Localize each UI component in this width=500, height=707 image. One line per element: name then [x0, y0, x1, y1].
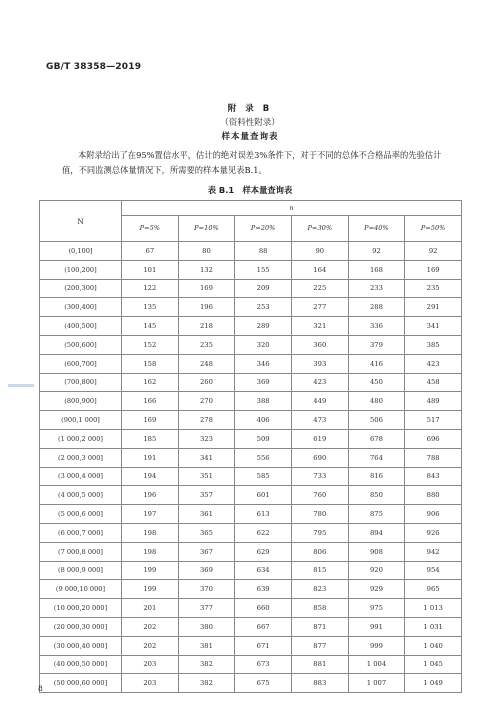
value-cell: 473 [291, 411, 348, 430]
column-header: P=40% [348, 215, 405, 241]
value-cell: 858 [291, 599, 348, 618]
value-cell: 942 [405, 542, 462, 561]
value-cell: 671 [235, 636, 292, 655]
table-row [40, 561, 462, 580]
value-cell: 764 [348, 448, 405, 467]
value-cell: 341 [178, 448, 235, 467]
value-cell: 370 [178, 580, 235, 599]
range-cell: (0,100] [40, 242, 122, 261]
value-cell: 155 [235, 260, 292, 279]
value-cell: 253 [235, 298, 292, 317]
value-cell: 733 [291, 467, 348, 486]
table-row [40, 617, 462, 636]
value-cell: 377 [178, 599, 235, 618]
range-cell: (40 000,50 000] [40, 655, 122, 674]
table-row [40, 317, 462, 336]
range-cell: (9 000,10 000] [40, 580, 122, 599]
appendix-type: （资料性附录） [220, 118, 280, 128]
value-cell: 406 [235, 411, 292, 430]
value-cell: 678 [348, 429, 405, 448]
value-cell: 360 [291, 335, 348, 354]
value-cell: 288 [348, 298, 405, 317]
value-cell: 816 [348, 467, 405, 486]
value-cell: 202 [122, 617, 179, 636]
range-cell: (500,600] [40, 335, 122, 354]
value-cell: 278 [178, 411, 235, 430]
range-cell: (100,200] [40, 260, 122, 279]
value-cell: 1 004 [348, 655, 405, 674]
value-cell: 458 [405, 373, 462, 392]
table-row [40, 655, 462, 674]
column-header: P=5% [122, 215, 179, 241]
value-cell: 613 [235, 505, 292, 524]
value-cell: 199 [122, 561, 179, 580]
value-cell: 203 [122, 674, 179, 693]
value-cell: 423 [291, 373, 348, 392]
column-header: P=10% [178, 215, 235, 241]
value-cell: 850 [348, 486, 405, 505]
range-cell: (600,700] [40, 354, 122, 373]
value-cell: 450 [348, 373, 405, 392]
value-cell: 385 [405, 335, 462, 354]
value-cell: 965 [405, 580, 462, 599]
value-cell: 875 [348, 505, 405, 524]
value-cell: 760 [291, 486, 348, 505]
table-row [40, 486, 462, 505]
value-cell: 194 [122, 467, 179, 486]
value-cell: 365 [178, 523, 235, 542]
value-cell: 369 [235, 373, 292, 392]
value-cell: 248 [178, 354, 235, 373]
value-cell: 929 [348, 580, 405, 599]
table-row [40, 429, 462, 448]
value-cell: 209 [235, 279, 292, 298]
value-cell: 162 [122, 373, 179, 392]
value-cell: 906 [405, 505, 462, 524]
value-cell: 954 [405, 561, 462, 580]
range-cell: (300,400] [40, 298, 122, 317]
value-cell: 367 [178, 542, 235, 561]
value-cell: 1 031 [405, 617, 462, 636]
value-cell: 416 [348, 354, 405, 373]
value-cell: 235 [178, 335, 235, 354]
value-cell: 198 [122, 523, 179, 542]
value-cell: 92 [405, 242, 462, 261]
value-cell: 517 [405, 411, 462, 430]
value-cell: 690 [291, 448, 348, 467]
range-cell: (1 000,2 000] [40, 429, 122, 448]
value-cell: 168 [348, 260, 405, 279]
value-cell: 191 [122, 448, 179, 467]
range-cell: (4 000,5 000] [40, 486, 122, 505]
value-cell: 218 [178, 317, 235, 336]
value-cell: 289 [235, 317, 292, 336]
value-cell: 556 [235, 448, 292, 467]
value-cell: 883 [291, 674, 348, 693]
table-row [40, 354, 462, 373]
range-cell: (10 000,20 000] [40, 599, 122, 618]
range-cell: (900,1 000] [40, 411, 122, 430]
value-cell: 198 [122, 542, 179, 561]
value-cell: 920 [348, 561, 405, 580]
group-header-n: n [122, 201, 462, 216]
value-cell: 673 [235, 655, 292, 674]
value-cell: 489 [405, 392, 462, 411]
value-cell: 90 [291, 242, 348, 261]
value-cell: 357 [178, 486, 235, 505]
column-header: P=20% [235, 215, 292, 241]
value-cell: 601 [235, 486, 292, 505]
value-cell: 270 [178, 392, 235, 411]
value-cell: 1 013 [405, 599, 462, 618]
sample-size-table [39, 200, 462, 693]
value-cell: 201 [122, 599, 179, 618]
value-cell: 667 [235, 617, 292, 636]
scan-artifact [8, 384, 34, 387]
value-cell: 1 045 [405, 655, 462, 674]
table-row [40, 335, 462, 354]
value-cell: 169 [122, 411, 179, 430]
value-cell: 233 [348, 279, 405, 298]
page-number: 8 [38, 684, 43, 693]
value-cell: 346 [235, 354, 292, 373]
table-row [40, 674, 462, 693]
value-cell: 795 [291, 523, 348, 542]
appendix-title: 附 录 B [227, 104, 273, 114]
value-cell: 67 [122, 242, 179, 261]
value-cell: 1 040 [405, 636, 462, 655]
value-cell: 975 [348, 599, 405, 618]
range-cell: (2 000,3 000] [40, 448, 122, 467]
value-cell: 341 [405, 317, 462, 336]
range-cell: (8 000,9 000] [40, 561, 122, 580]
value-cell: 619 [291, 429, 348, 448]
value-cell: 225 [291, 279, 348, 298]
value-cell: 877 [291, 636, 348, 655]
value-cell: 323 [178, 429, 235, 448]
table-body [40, 242, 462, 693]
table-row [40, 411, 462, 430]
value-cell: 88 [235, 242, 292, 261]
value-cell: 908 [348, 542, 405, 561]
value-cell: 145 [122, 317, 179, 336]
value-cell: 449 [291, 392, 348, 411]
value-cell: 369 [178, 561, 235, 580]
value-cell: 660 [235, 599, 292, 618]
value-cell: 152 [122, 335, 179, 354]
value-cell: 382 [178, 655, 235, 674]
value-cell: 122 [122, 279, 179, 298]
value-cell: 823 [291, 580, 348, 599]
value-cell: 80 [178, 242, 235, 261]
value-cell: 320 [235, 335, 292, 354]
value-cell: 361 [178, 505, 235, 524]
value-cell: 622 [235, 523, 292, 542]
range-cell: (3 000,4 000] [40, 467, 122, 486]
range-cell: (7 000,8 000] [40, 542, 122, 561]
value-cell: 423 [405, 354, 462, 373]
value-cell: 277 [291, 298, 348, 317]
value-cell: 92 [348, 242, 405, 261]
range-cell: (30 000,40 000] [40, 636, 122, 655]
value-cell: 379 [348, 335, 405, 354]
range-cell: (700,800] [40, 373, 122, 392]
value-cell: 629 [235, 542, 292, 561]
table-row [40, 599, 462, 618]
value-cell: 101 [122, 260, 179, 279]
intro-paragraph: 本附录给出了在95%置信水平，估计的绝对误差3%条件下，对于不同的总体不合格品率的先验估计值，不同监测总体量情况下，所需要的样本量见表B.1。 [62, 150, 442, 175]
value-cell: 991 [348, 617, 405, 636]
value-cell: 381 [178, 636, 235, 655]
value-cell: 169 [405, 260, 462, 279]
value-cell: 197 [122, 505, 179, 524]
value-cell: 480 [348, 392, 405, 411]
value-cell: 506 [348, 411, 405, 430]
value-cell: 235 [405, 279, 462, 298]
value-cell: 881 [291, 655, 348, 674]
table-row [40, 542, 462, 561]
table-row [40, 523, 462, 542]
value-cell: 260 [178, 373, 235, 392]
value-cell: 164 [291, 260, 348, 279]
value-cell: 388 [235, 392, 292, 411]
table-row [40, 298, 462, 317]
value-cell: 585 [235, 467, 292, 486]
range-cell: (20 000,30 000] [40, 617, 122, 636]
value-cell: 382 [178, 674, 235, 693]
standard-code: GB/T 38358—2019 [46, 62, 142, 72]
column-header: P=50% [405, 215, 462, 241]
table-row [40, 279, 462, 298]
value-cell: 393 [291, 354, 348, 373]
value-cell: 675 [235, 674, 292, 693]
value-cell: 871 [291, 617, 348, 636]
value-cell: 780 [291, 505, 348, 524]
range-cell: (400,500] [40, 317, 122, 336]
value-cell: 999 [348, 636, 405, 655]
value-cell: 158 [122, 354, 179, 373]
value-cell: 788 [405, 448, 462, 467]
value-cell: 815 [291, 561, 348, 580]
value-cell: 806 [291, 542, 348, 561]
value-cell: 199 [122, 580, 179, 599]
value-cell: 1 049 [405, 674, 462, 693]
table-title: 表 B.1 样本量查询表 [207, 185, 293, 195]
value-cell: 639 [235, 580, 292, 599]
table-row [40, 580, 462, 599]
table-row [40, 373, 462, 392]
table-row [40, 636, 462, 655]
range-cell: (50 000,60 000] [40, 674, 122, 693]
value-cell: 185 [122, 429, 179, 448]
row-header-n: N [40, 201, 122, 242]
table-row [40, 467, 462, 486]
value-cell: 843 [405, 467, 462, 486]
value-cell: 196 [178, 298, 235, 317]
table-row [40, 448, 462, 467]
value-cell: 196 [122, 486, 179, 505]
value-cell: 336 [348, 317, 405, 336]
range-cell: (5 000,6 000] [40, 505, 122, 524]
value-cell: 509 [235, 429, 292, 448]
value-cell: 132 [178, 260, 235, 279]
value-cell: 380 [178, 617, 235, 636]
column-header: P=30% [291, 215, 348, 241]
appendix-subtitle: 样本量查询表 [221, 132, 279, 142]
value-cell: 202 [122, 636, 179, 655]
range-cell: (200,300] [40, 279, 122, 298]
value-cell: 351 [178, 467, 235, 486]
table-row [40, 242, 462, 261]
value-cell: 696 [405, 429, 462, 448]
table-row [40, 260, 462, 279]
value-cell: 135 [122, 298, 179, 317]
value-cell: 169 [178, 279, 235, 298]
value-cell: 880 [405, 486, 462, 505]
value-cell: 203 [122, 655, 179, 674]
value-cell: 634 [235, 561, 292, 580]
table-row [40, 505, 462, 524]
range-cell: (6 000,7 000] [40, 523, 122, 542]
value-cell: 321 [291, 317, 348, 336]
value-cell: 926 [405, 523, 462, 542]
range-cell: (800,900] [40, 392, 122, 411]
value-cell: 1 007 [348, 674, 405, 693]
value-cell: 894 [348, 523, 405, 542]
table-row [40, 392, 462, 411]
value-cell: 291 [405, 298, 462, 317]
value-cell: 166 [122, 392, 179, 411]
